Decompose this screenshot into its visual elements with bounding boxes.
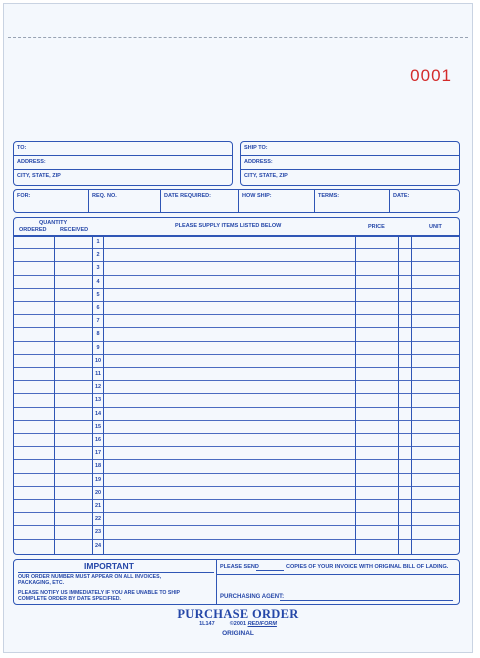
important-line-1: OUR ORDER NUMBER MUST APPEAR ON ALL INVOICES, [18,574,162,580]
row-number: 9 [96,344,100,351]
received-header: RECEIVED [60,227,89,233]
table-row-divider [14,420,459,421]
row-number: 16 [94,437,102,443]
table-row-divider [14,261,459,262]
row-number: 15 [94,423,102,430]
to-address-label: ADDRESS: [17,159,46,165]
copyright: ©2001 [229,621,247,627]
table-row-divider [14,433,459,434]
unit-header: UNIT [429,224,442,230]
table-row-divider [14,327,459,328]
footer-code-line [4,621,472,627]
table-row-divider [14,459,459,460]
terms-field-label: TERMS: [318,193,340,199]
ship-address-label: ADDRESS: [244,159,273,165]
row-number: 11 [95,371,101,377]
row-number: 21 [94,503,102,509]
order-fields-row [13,189,460,213]
table-row-divider [14,301,459,302]
row-number: 17 [94,450,102,457]
row-number: 24 [94,542,102,549]
row-number: 7 [96,318,100,325]
table-row-divider [14,446,459,447]
form-number: 0001 [410,66,452,85]
table-row-divider [14,367,459,368]
req-no-field-label: REQ. NO. [92,193,117,199]
row-number: 18 [94,463,102,470]
ship-city-label: CITY, STATE, ZIP [244,173,288,179]
ordered-header: ORDERED [19,227,47,233]
description-header: PLEASE SUPPLY ITEMS LISTED BELOW [175,223,282,229]
quantity-header: QUANTITY [39,220,68,226]
table-row-divider [14,341,459,342]
important-line-3: PLEASE NOTIFY US IMMEDIATELY IF YOU ARE UNABLE TO SHIP [18,590,180,596]
table-row-divider [14,539,459,540]
table-row-divider [14,407,459,408]
table-row-divider [14,314,459,315]
row-number: 6 [96,305,100,311]
date-field-label: DATE: [393,193,410,199]
table-row-divider [14,380,459,381]
important-line-2: PACKAGING, ETC. [18,580,65,586]
table-row-divider [14,393,459,394]
important-heading: IMPORTANT [84,561,134,571]
important-line-4: COMPLETE ORDER BY DATE SPECIFIED. [18,596,121,602]
to-city-label: CITY, STATE, ZIP [17,173,61,179]
form-title: PURCHASE ORDER [177,607,299,621]
purchasing-agent-label: PURCHASING AGENT: [220,594,285,600]
table-row-divider [14,499,459,500]
instructions-box [13,559,460,605]
to-label: TO: [17,145,27,151]
table-row-divider [14,486,459,487]
row-number: 14 [94,410,102,417]
please-send-text: COPIES OF YOUR INVOICE WITH ORIGINAL BILL OF LADING. [286,564,449,570]
row-number: 5 [96,291,100,298]
row-number: 13 [94,397,102,404]
row-number: 10 [94,357,102,364]
table-row-divider [14,473,459,474]
row-number: 1 [96,239,100,245]
purchase-order-form [3,3,473,653]
row-number: 19 [94,476,102,483]
price-header: PRICE [368,224,385,230]
row-number: 4 [96,278,100,285]
row-number: 23 [94,529,102,536]
copy-label: ORIGINAL [222,630,254,637]
table-row-divider [14,248,459,249]
table-row-divider [14,288,459,289]
row-number: 12 [94,384,102,391]
to-box [13,141,233,186]
table-row-divider [14,512,459,513]
ship-to-box [240,141,460,186]
ship-to-label: SHIP TO: [244,145,268,151]
row-number: 22 [94,516,102,523]
table-header-divider [14,235,459,237]
row-number: 2 [96,252,100,259]
row-number: 8 [96,331,100,338]
items-table [13,217,460,555]
perforation-line [8,37,468,38]
how-ship-field-label: HOW SHIP: [242,193,272,199]
for-field-label: FOR: [17,193,31,199]
please-send-label: PLEASE SEND [220,564,259,570]
table-row-divider [14,354,459,355]
date-required-field-label: DATE REQUIRED: [164,193,211,199]
row-number: 3 [96,265,100,272]
row-number: 20 [94,489,102,496]
form-code: 1L147 [199,621,215,627]
table-row-divider [14,275,459,276]
table-row-divider [14,525,459,526]
brand-logo: REDIFORM [247,621,277,627]
